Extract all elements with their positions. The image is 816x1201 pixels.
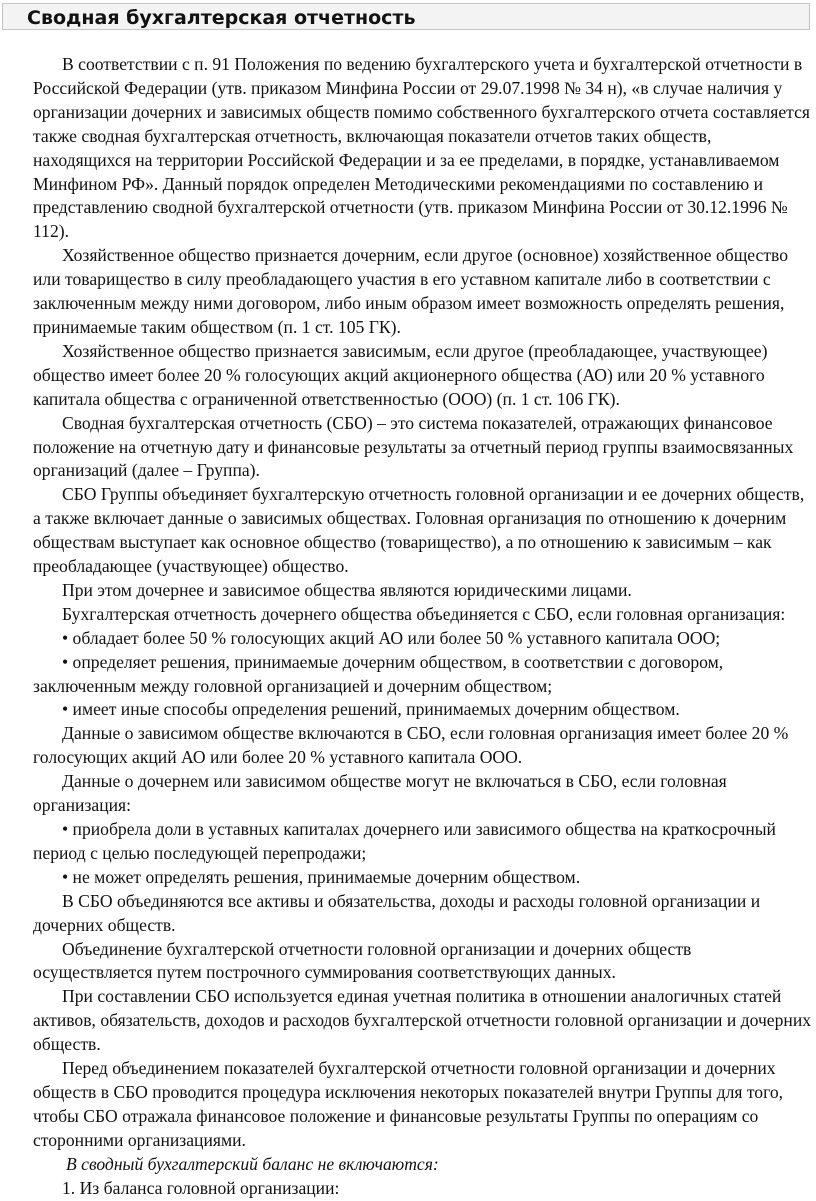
- paragraph: В соответствии с п. 91 Положения по ведению бухгалтерского учета и бухгалтерской отчетности в Российской Федерации (утв. приказом Минфина России от 29.07.1998 № 34 н), «в случае наличия у организации дочерних и зависимых обществ помимо собственного бухгалтерского отчета составляется также сводная бухгалтерская отчетность, включающая показатели отчетов таких обществ, находящихся на территории Российской Федерации и за ее пределами, в порядке, устанавливаемом Минфином РФ». Данный порядок определен Методическими рекомендациями по составлению и представлению сводной бухгалтерской отчетности (утв. приказом Минфина России от 30.12.1996 № 112).: [33, 54, 810, 242]
- numbered-item: 1. Из баланса головной организации:: [62, 1177, 340, 1198]
- paragraph: Объединение бухгалтерской отчетности головной организации и дочерних обществ осуществляется путем построчного суммирования соответствующих данных.: [33, 938, 692, 983]
- paragraph: При этом дочернее и зависимое общества являются юридическими лицами.: [62, 579, 632, 600]
- paragraph: Сводная бухгалтерская отчетность (СБО) – это система показателей, отражающих финансовое положение на отчетную дату и финансовые результаты за отчетный период группы взаимосвязанных организаций (далее – Группа).: [33, 412, 794, 481]
- bullet-item: • обладает более 50 % голосующих акций АО или более 50 % уставного капитала ООО;: [62, 627, 721, 648]
- bullet-item: • приобрела доли в уставных капиталах дочернего или зависимого общества на краткосрочный период с целью последующей перепродажи;: [33, 819, 776, 863]
- paragraph: В СБО объединяются все активы и обязательства, доходы и расходы головной организации и дочерних обществ.: [33, 890, 761, 935]
- paragraph: СБО Группы объединяет бухгалтерскую отчетность головной организации и ее дочерних обществ, а также включает данные о зависимых обществах. Головная организация по отношению к дочерним обществам выступает как основное общество (товарищество), а по отношению к зависимым – как преобладающее (участвующее) общество.: [33, 484, 805, 577]
- bullet-item: • не может определять решения, принимаемые дочерним обществом.: [62, 866, 581, 887]
- italic-note: В сводный бухгалтерский баланс не включаются:: [66, 1153, 439, 1174]
- paragraph: При составлении СБО используется единая учетная политика в отношении аналогичных статей активов, обязательств, доходов и расходов бухгалтерской отчетности головной организации и дочерних обществ.: [33, 986, 812, 1055]
- paragraph: Данные о дочернем или зависимом обществе могут не включаться в СБО, если головная организация:: [33, 771, 727, 816]
- title-bar: [2, 3, 810, 30]
- paragraph: Бухгалтерская отчетность дочернего общества объединяется с СБО, если головная организация:: [62, 603, 786, 624]
- bullet-item: • имеет иные способы определения решений, принимаемых дочерним обществом.: [62, 699, 680, 720]
- page-title: Сводная бухгалтерская отчетность: [27, 7, 416, 29]
- paragraph: Хозяйственное общество признается зависимым, если другое (преобладающее, участвующее) общество имеет более 20 % голосующих акций акционерного общества (АО) или 20 % уставного капитала общества с ограниченной ответственностью (ООО) (п. 1 ст. 106 ГК).: [33, 340, 768, 409]
- document-body: [33, 53, 813, 1201]
- paragraph: Хозяйственное общество признается дочерним, если другое (основное) хозяйственное общество или товарищество в силу преобладающего участия в его уставном капитале либо в соответствии с заключенным между ними договором, либо иным образом имеет возможность определять решения, принимаемые таким обществом (п. 1 ст. 105 ГК).: [33, 245, 788, 337]
- bullet-item: • определяет решения, принимаемые дочерним обществом, в соответствии с договором, заключенным между головной организацией и дочерним обществом;: [33, 651, 724, 696]
- paragraph: Перед объединением показателей бухгалтерской отчетности головной организации и дочерних обществ в СБО проводится процедура исключения некоторых показателей внутри Группы для того, чтобы СБО отражала финансовое положение и финансовые результаты Группы по операциям со сторонними организациями.: [33, 1058, 784, 1150]
- paragraph: Данные о зависимом обществе включаются в СБО, если головная организация имеет более 20 % голосующих акций АО или более 20 % уставного капитала ООО.: [33, 723, 789, 768]
